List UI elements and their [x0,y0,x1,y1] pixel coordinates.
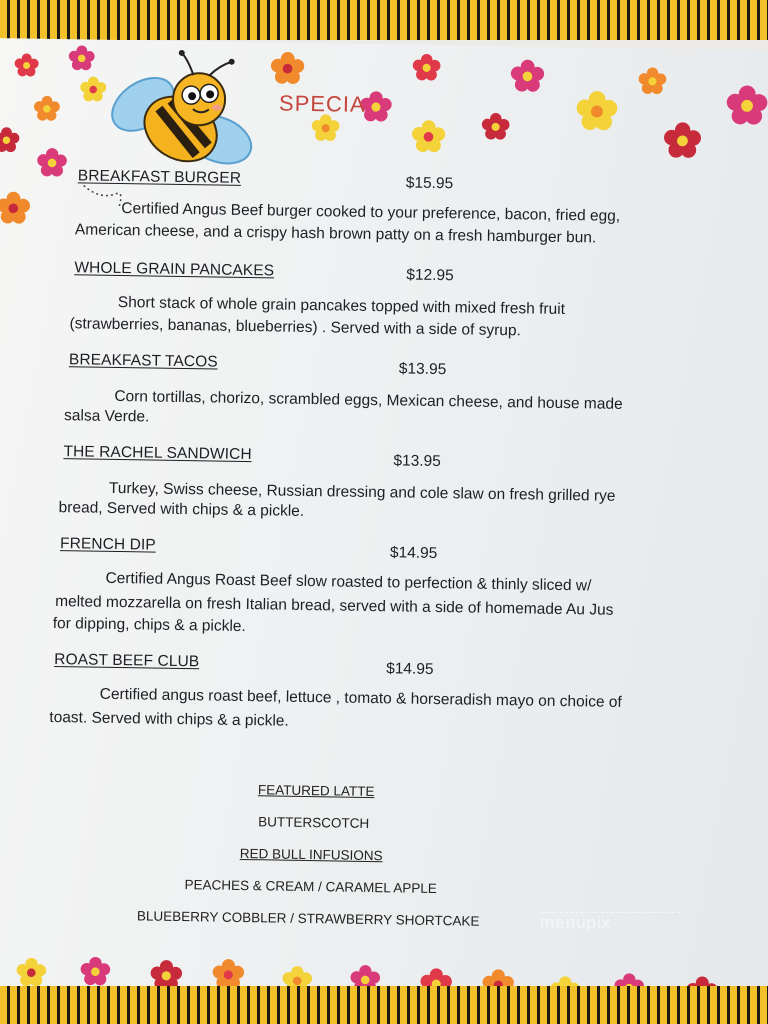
featured-latte-heading: FEATURED LATTE [257,782,375,800]
flower-icon [15,956,47,988]
red-bull-flavors: BLUEBERRY COBBLER / STRAWBERRY SHORTCAKE [136,908,480,929]
item-description: Certified angus roast beef, lettuce , tomato & horseradish mayo on choice of [99,685,622,711]
bottom-stripe-border [0,986,768,1024]
item-price: $14.95 [386,660,434,678]
flower-icon [411,53,441,83]
flower-icon [79,955,111,987]
item-description: American cheese, and a crispy hash brown patty on a fresh hamburger bun. [74,221,597,247]
top-stripe-border [0,0,768,40]
item-description: salsa Verde. [63,407,150,426]
item-description: Turkey, Swiss cheese, Russian dressing and cole slaw on fresh grilled rye [108,479,616,505]
flower-icon [13,52,39,78]
item-name: FRENCH DIP [59,535,156,554]
item-name: ROAST BEEF CLUB [54,651,200,671]
item-description: (strawberries, bananas, blueberries) . Served with a side of syrup. [69,315,522,340]
item-price: $12.95 [406,266,454,285]
flower-icon [36,147,68,179]
item-price: $13.95 [398,360,447,379]
flower-icon [0,126,21,154]
item-name: BREAKFAST TACOS [68,351,218,371]
flower-icon [575,89,620,134]
watermark: menupix [540,912,680,943]
flower-icon [269,50,306,87]
red-bull-flavors: PEACHES & CREAM / CARAMEL APPLE [184,877,437,897]
item-description: Short stack of whole grain pancakes topped with mixed fresh fruit [117,293,566,319]
flower-icon [67,44,95,72]
item-description: bread, Served with chips & a pickle. [58,499,305,520]
flower-icon [310,113,340,143]
flower-icon [637,66,667,96]
flower-icon [33,95,61,123]
item-name: THE RACHEL SANDWICH [63,443,252,464]
item-name: BREAKFAST BURGER [77,167,242,187]
featured-latte-flavor: BUTTERSCOTCH [258,814,370,831]
flower-icon [725,83,768,128]
bee-icon [100,46,262,178]
item-description: Certified Angus Beef burger cooked to your preference, bacon, fried egg, [121,200,621,225]
flower-icon [0,190,32,227]
flower-icon [662,121,703,162]
item-price: $15.95 [405,174,454,193]
item-description: toast. Served with chips & a pickle. [49,708,289,730]
item-name: WHOLE GRAIN PANCAKES [74,259,275,280]
menu-page [0,38,768,1000]
item-description: Certified Angus Roast Beef slow roasted to perfection & thinly sliced w/ [105,569,592,595]
item-description: for dipping, chips & a pickle. [52,614,246,636]
item-description: Corn tortillas, chorizo, scrambled eggs, Mexican cheese, and house made [114,387,623,413]
flower-icon [410,119,447,156]
red-bull-heading: RED BULL INFUSIONS [239,845,383,864]
item-description: melted mozzarella on fresh Italian bread, served with a side of homemade Au Jus [55,593,614,619]
item-price: $14.95 [389,544,438,563]
page-title: SPECIA [278,90,366,117]
item-price: $13.95 [393,452,441,471]
flower-icon [509,58,546,95]
flower-icon [480,112,510,142]
